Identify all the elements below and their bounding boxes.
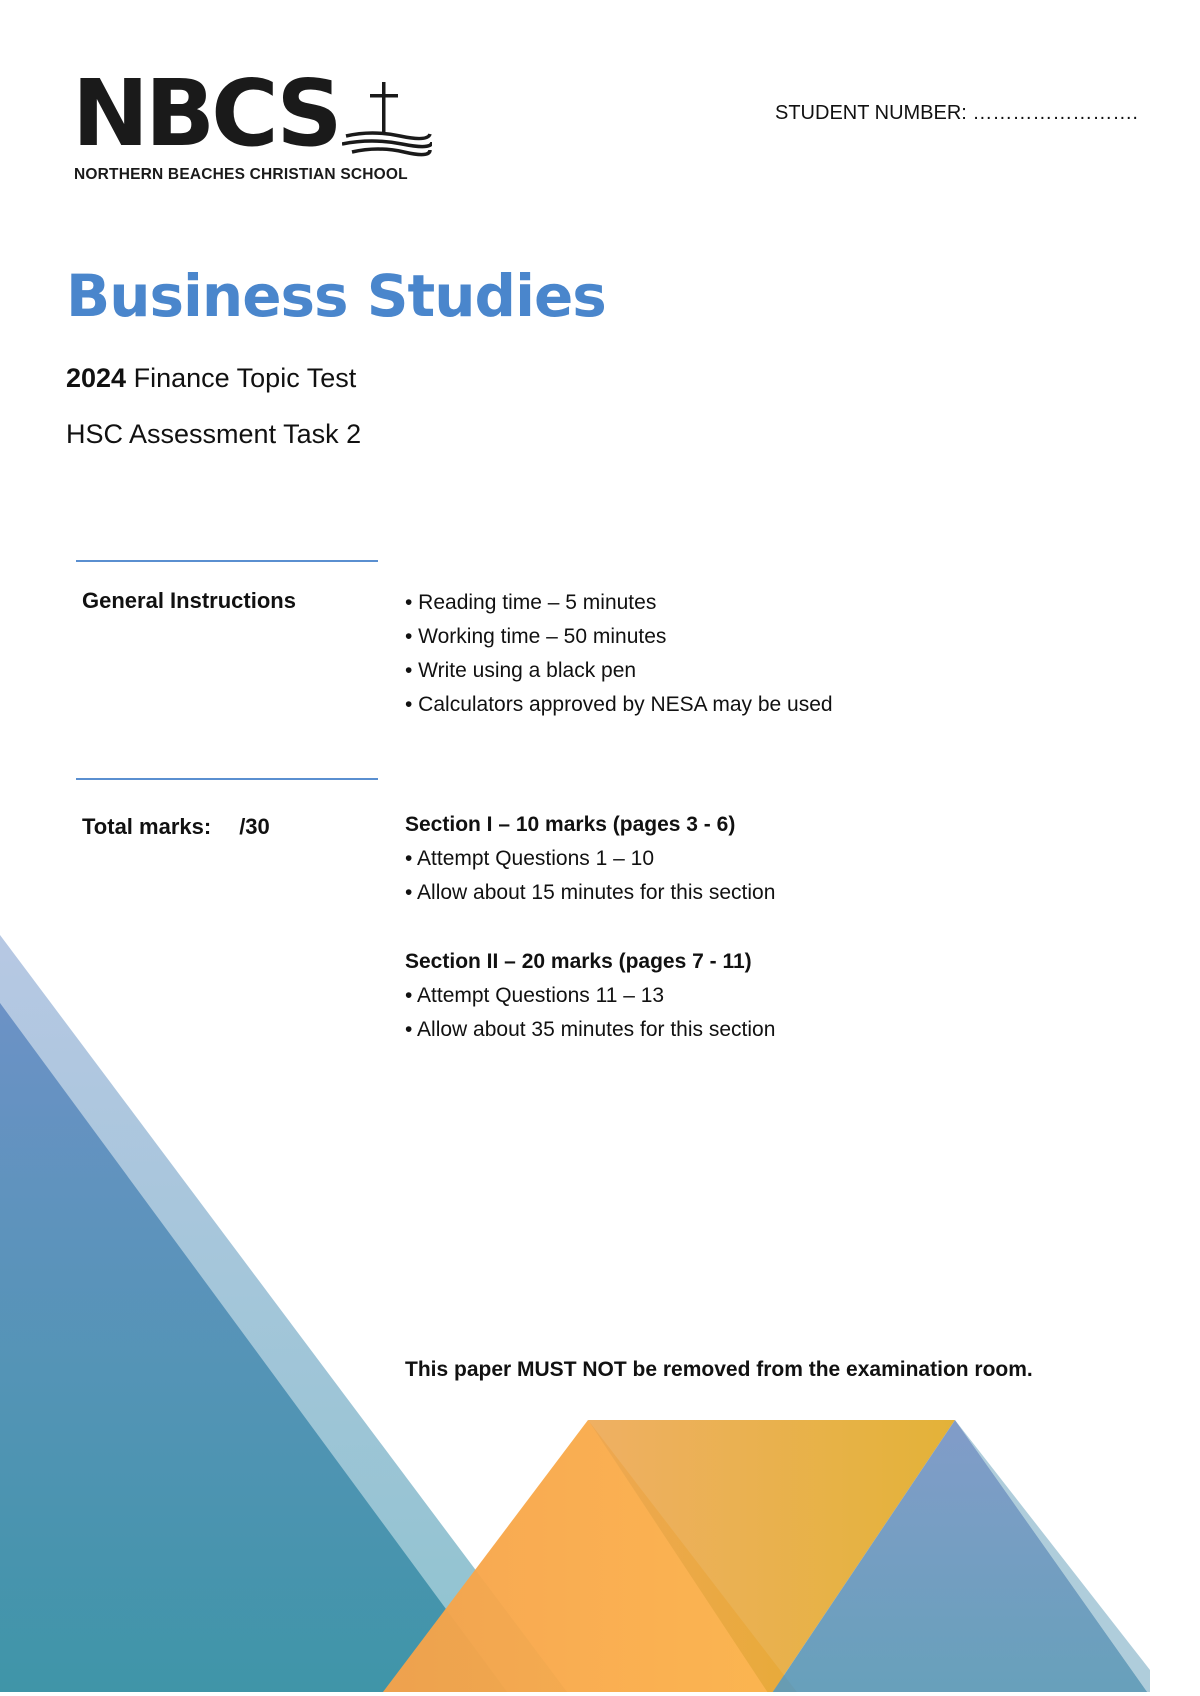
divider-line	[76, 778, 378, 780]
total-marks-label: Total marks:	[82, 814, 212, 839]
list-item: • Attempt Questions 1 – 10	[405, 847, 654, 870]
list-item: • Write using a black pen	[405, 659, 637, 682]
student-number-field: STUDENT NUMBER: …………………….	[775, 102, 1138, 124]
list-item: • Allow about 15 minutes for this section	[405, 881, 776, 904]
cross-waves-icon	[342, 80, 432, 160]
test-year: 2024	[66, 363, 127, 393]
logo-school-name: NORTHERN BEACHES CHRISTIAN SCHOOL	[74, 166, 408, 183]
section-one	[405, 808, 775, 910]
list-item: • Reading time – 5 minutes	[405, 591, 657, 614]
list-item: • Allow about 35 minutes for this section	[405, 1018, 776, 1041]
section-heading: Section I – 10 marks (pages 3 - 6)	[405, 813, 736, 836]
total-marks-value: /30	[239, 814, 270, 839]
general-instructions-label: General Instructions	[82, 588, 296, 613]
list-item: • Attempt Questions 11 – 13	[405, 984, 665, 1007]
divider-line	[76, 560, 378, 562]
assessment-task: HSC Assessment Task 2	[66, 419, 362, 449]
school-logo	[72, 60, 432, 188]
list-item: • Working time – 50 minutes	[405, 625, 667, 648]
logo-wordmark: NBCS	[72, 60, 339, 167]
general-instructions-list	[405, 586, 833, 722]
list-item: • Calculators approved by NESA may be used	[405, 693, 833, 716]
total-marks	[82, 814, 270, 840]
exam-room-notice: This paper MUST NOT be removed from the examination room.	[405, 1358, 1033, 1381]
section-heading: Section II – 20 marks (pages 7 - 11)	[405, 950, 752, 973]
section-two	[405, 945, 775, 1047]
test-name: Finance Topic Test	[133, 363, 357, 393]
page-title: Business Studies	[66, 262, 606, 330]
test-title	[66, 363, 356, 394]
